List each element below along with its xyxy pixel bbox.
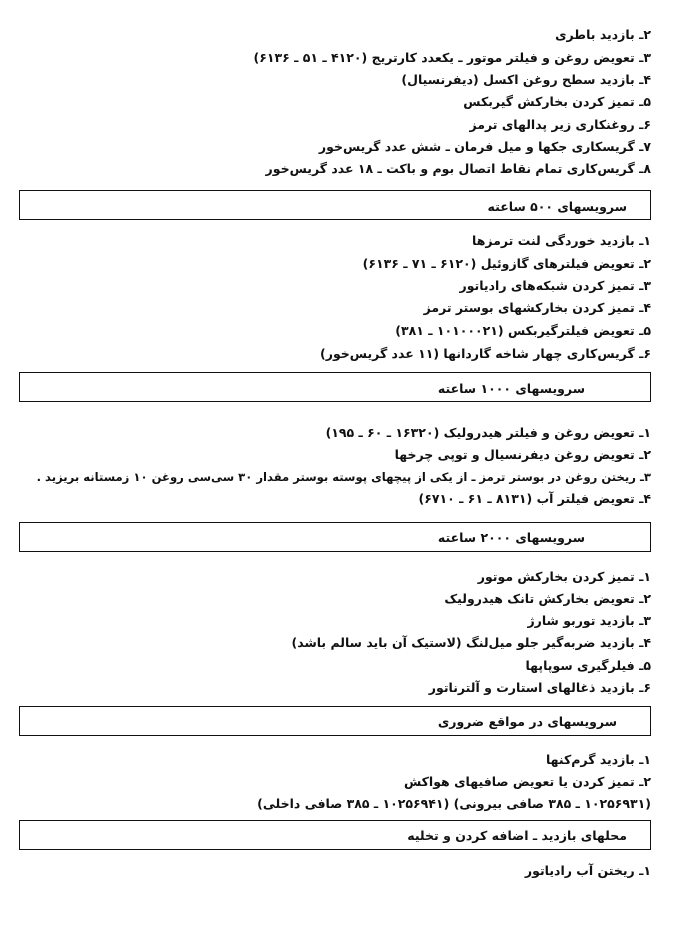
list-item: ۲ـ بازدید باطری [555,27,651,42]
list-item: ۴ـ تمیز کردن بخارکشهای بوستر ترمز [423,300,651,315]
list-item: ۴ـ بازدید سطح روغن اکسل (دیفرنسیال) [401,72,651,87]
list-item: ۳ـ تمیز کردن شبکه‌های رادیاتور [459,278,651,293]
list-item: ۱ـ تعویض روغن و فیلتر هیدرولیک (۱۶۳۲۰ ـ ۶۰ ـ ۱۹۵) [325,425,651,440]
list-item: ۶ـ بازدید ذغالهای استارت و آلترناتور [428,680,651,695]
list-item: ۲ـ تعویض روغن دیفرنسیال و توپی چرخها [394,447,651,462]
list-item: ۵ـ فیلرگیری سوپاپها [525,658,651,673]
section-title: سرویسهای ۲۰۰۰ ساعته [437,530,585,545]
list-item: ۳ـ بازدید توربو شارژ [527,613,651,628]
list-item: ۱ـ ریختن آب رادیاتور [524,863,651,878]
list-item: ۳ـ تعویض روغن و فیلتر موتور ـ یکعدد کارتریج (۴۱۲۰ ـ ۵۱ ـ ۶۱۳۶) [253,50,651,65]
section-title: سرویسهای ۱۰۰۰ ساعته [437,381,585,396]
section-title: سرویسهای در مواقع ضروری [437,714,617,729]
list-item: ۱ـ بازدید خوردگی لنت ترمزها [472,233,651,248]
list-item: ۲ـ تعویض بخارکش تانک هیدرولیک [444,591,651,606]
list-item: ۱ـ تمیز کردن بخارکش موتور [477,569,651,584]
list-item: ۶ـ روغنکاری زیر پدالهای ترمز [469,117,651,132]
list-item: ۳ـ ریختن روغن در بوستر ترمز ـ از یکی از پیچهای پوسته بوستر مقدار ۳۰ سی‌سی روغن ۱۰ زمستانه بریزید . [36,470,651,484]
list-item: ۸ـ گریس‌کاری تمام نقاط اتصال بوم و باکت ـ ۱۸ عدد گریس‌خور [265,161,651,176]
list-item: ۵ـ تمیز کردن بخارکش گیربکس [463,94,651,109]
list-item: (۱۰۲۵۶۹۳۱ ـ ۳۸۵ صافی بیرونی) (۱۰۲۵۶۹۴۱ ـ ۳۸۵ صافی داخلی) [257,796,651,811]
list-item: ۴ـ بازدید ضربه‌گیر جلو میل‌لنگ (لاستیک آن باید سالم باشد) [291,635,651,650]
section-title: سرویسهای ۵۰۰ ساعته [487,199,627,214]
list-item: ۲ـ تعویض فیلترهای گازوئیل (۶۱۲۰ ـ ۷۱ ـ ۶۱۳۶) [362,256,651,271]
list-item: ۵ـ تعویض فیلترگیربکس (۱۰۱۰۰۰۲۱ ـ ۳۸۱) [395,323,651,338]
list-item: ۷ـ گریسکاری جکها و میل فرمان ـ شش عدد گریس‌خور [318,139,651,154]
section-title: محلهای بازدید ـ اضافه کردن و تخلیه [407,828,627,843]
list-item: ۴ـ تعویض فیلتر آب (۸۱۳۱ ـ ۶۱ ـ ۶۷۱۰) [418,491,651,506]
list-item: ۶ـ گریس‌کاری چهار شاخه گاردانها (۱۱ عدد گریس‌خور) [320,346,651,361]
list-item: ۱ـ بازدید گرم‌کنها [545,752,651,767]
list-item: ۲ـ تمیز کردن یا تعویض صافیهای هواکش [403,774,651,789]
